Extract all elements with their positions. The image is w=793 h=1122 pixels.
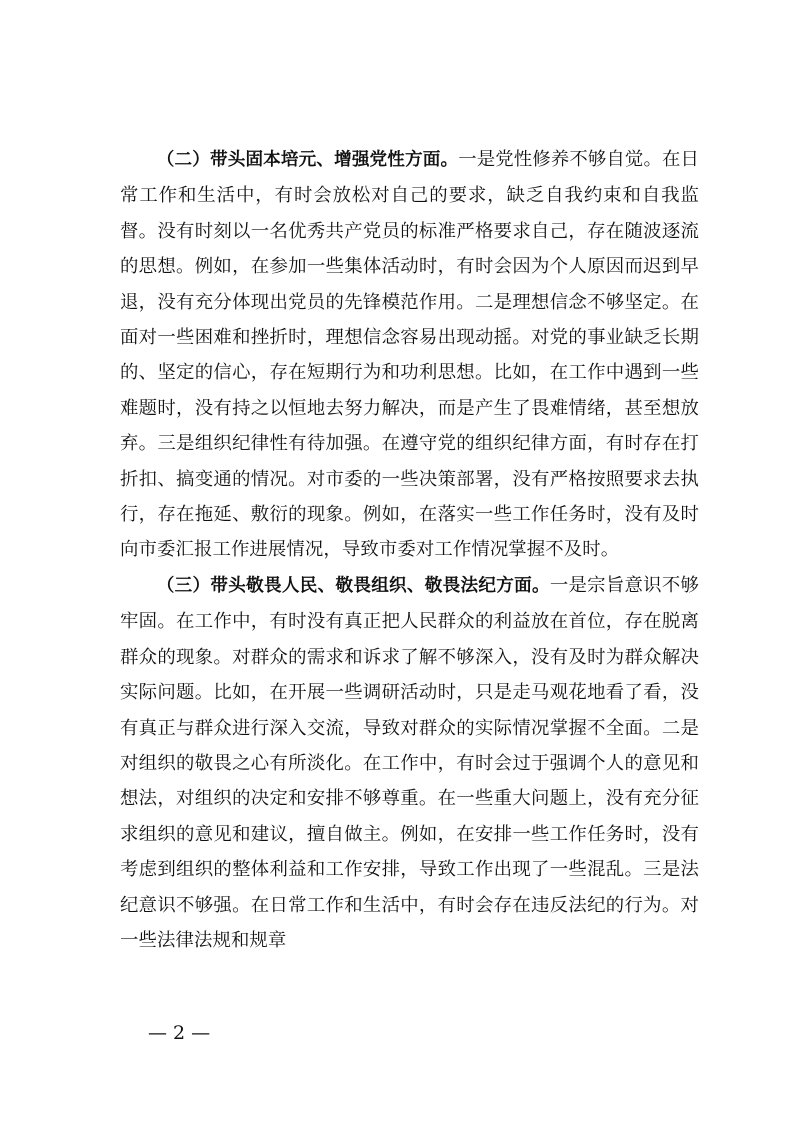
section-heading-three: （三）带头敬畏人民、敬畏组织、敬畏法纪方面。 [156,575,550,596]
paragraph-party-spirit [120,142,699,568]
paragraph-text-two: 一是党性修养不够自觉。在日常工作和生活中，有时会放松对自己的要求，缺乏自我约束和自我监督。没有时刻以一名优秀共产党员的标准严格要求自己，存在随波逐流的思想。例如，在参加一些集体活动时，有时会因为个人原因而迟到早退，没有充分体现出党员的先锋模范作用。二是理想信念不够坚定。在面对一些困难和挫折时，理想信念容易出现动摇。对党的事业缺乏长期的、坚定的信心，存在短期行为和功利思想。比如，在工作中遇到一些难题时，没有持之以恒地去努力解决，而是产生了畏难情绪，甚至想放弃。三是组织纪律性有待加强。在遵守党的组织纪律方面，有时存在打折扣、搞变通的情况。对市委的一些决策部署，没有严格按照要求去执行，存在拖延、敷衍的现象。例如，在落实一些工作任务时，没有及时向市委汇报工作进展情况，导致市委对工作情况掌握不及时。 [120,149,700,561]
document-body [120,142,699,958]
section-heading-two: （二）带头固本培元、增强党性方面。 [156,150,459,170]
paragraph-text-three: 一是宗旨意识不够牢固。在工作中，有时没有真正把人民群众的利益放在首位，存在脱离群众的现象。对群众的需求和诉求了解不够深入，没有及时为群众解决实际问题。比如，在开展一些调研活动时，只是走马观花地看了看，没有真正与群众进行深入交流，导致对群众的实际情况掌握不全面。二是对组织的敬畏之心有所淡化。在工作中，有时会过于强调个人的意见和想法，对组织的决定和安排不够尊重。在一些重大问题上，没有充分征求组织的意见和建议，擅自做主。例如，在安排一些工作任务时，没有考虑到组织的整体利益和工作安排，导致工作出现了一些混乱。三是法纪意识不够强。在日常工作和生活中，有时会存在违反法纪的行为。对一些法律法规和规章 [120,574,699,951]
paragraph-reverence [120,568,699,958]
page-number: — 2 — [148,1022,211,1044]
